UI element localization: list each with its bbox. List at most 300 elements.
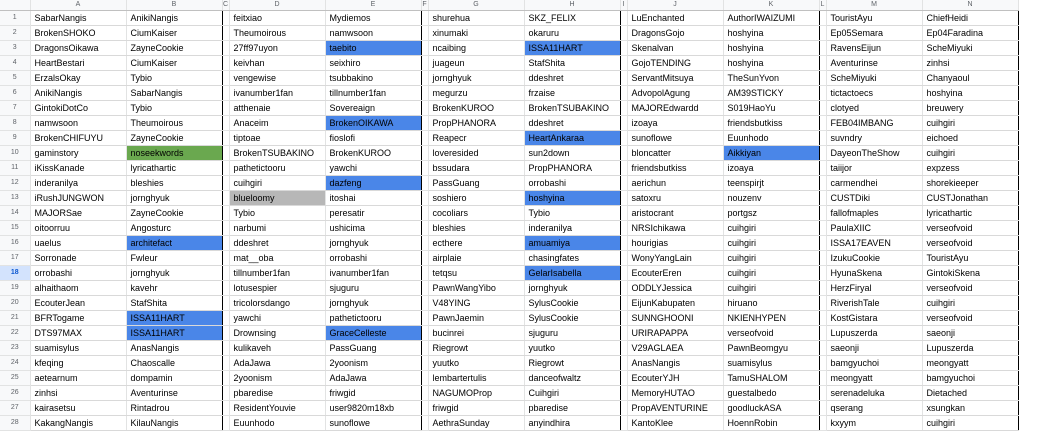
cell-m26[interactable]: serenadeluka: [826, 385, 922, 400]
cell-e1[interactable]: Mydiemos: [325, 10, 421, 25]
cell-g8[interactable]: PropPHANORA: [428, 115, 524, 130]
spacer-cell[interactable]: [421, 160, 428, 175]
spacer-cell[interactable]: [222, 145, 229, 160]
cell-b17[interactable]: Fwleur: [126, 250, 222, 265]
cell-m17[interactable]: IzukuCookie: [826, 250, 922, 265]
cell-e20[interactable]: jornghyuk: [325, 295, 421, 310]
spacer-cell[interactable]: [819, 70, 826, 85]
cell-d27[interactable]: ResidentYouvie: [229, 400, 325, 415]
cell-e9[interactable]: fioslofi: [325, 130, 421, 145]
cell-h11[interactable]: PropPHANORA: [524, 160, 620, 175]
cell-k7[interactable]: S019HaoYu: [723, 100, 819, 115]
cell-e27[interactable]: user9820m18xb: [325, 400, 421, 415]
cell-j21[interactable]: SUNNGHOONI: [627, 310, 723, 325]
cell-h12[interactable]: orrobashi: [524, 175, 620, 190]
column-header-k[interactable]: K: [723, 0, 819, 10]
cell-n11[interactable]: expzess: [922, 160, 1018, 175]
cell-k9[interactable]: Euunhodo: [723, 130, 819, 145]
cell-b24[interactable]: Chaoscalle: [126, 355, 222, 370]
spacer-cell[interactable]: [421, 370, 428, 385]
cell-a28[interactable]: KakangNangis: [30, 415, 126, 430]
cell-a4[interactable]: HeartBestari: [30, 55, 126, 70]
cell-j4[interactable]: GojoTENDING: [627, 55, 723, 70]
spacer-cell[interactable]: [620, 235, 627, 250]
spacer-cell[interactable]: [819, 400, 826, 415]
cell-m9[interactable]: suvndry: [826, 130, 922, 145]
cell-d12[interactable]: cuihgiri: [229, 175, 325, 190]
spacer-cell[interactable]: [222, 100, 229, 115]
spacer-cell[interactable]: [620, 190, 627, 205]
cell-m10[interactable]: DayeonTheShow: [826, 145, 922, 160]
row-header[interactable]: 27: [0, 400, 30, 415]
spacer-cell[interactable]: [819, 85, 826, 100]
cell-e6[interactable]: tillnumber1fan: [325, 85, 421, 100]
cell-b8[interactable]: Theumoirous: [126, 115, 222, 130]
spacer-cell[interactable]: [819, 415, 826, 430]
cell-k24[interactable]: suamisylus: [723, 355, 819, 370]
cell-n2[interactable]: Ep04Faradina: [922, 25, 1018, 40]
spacer-cell[interactable]: [222, 355, 229, 370]
cell-j1[interactable]: LuEnchanted: [627, 10, 723, 25]
spacer-cell[interactable]: [421, 190, 428, 205]
cell-b13[interactable]: jornghyuk: [126, 190, 222, 205]
cell-d15[interactable]: narbumi: [229, 220, 325, 235]
column-header-i[interactable]: I: [620, 0, 627, 10]
row-header[interactable]: 22: [0, 325, 30, 340]
cell-n20[interactable]: cuihgiri: [922, 295, 1018, 310]
spacer-cell[interactable]: [620, 175, 627, 190]
spacer-cell[interactable]: [620, 130, 627, 145]
cell-a10[interactable]: gaminstory: [30, 145, 126, 160]
cell-h8[interactable]: ddeshret: [524, 115, 620, 130]
spacer-cell[interactable]: [620, 145, 627, 160]
cell-h9[interactable]: HeartAnkaraa: [524, 130, 620, 145]
cell-n26[interactable]: Dietached: [922, 385, 1018, 400]
cell-m23[interactable]: saeonji: [826, 340, 922, 355]
spacer-cell[interactable]: [222, 235, 229, 250]
cell-j14[interactable]: aristocrant: [627, 205, 723, 220]
cell-a14[interactable]: MAJORSae: [30, 205, 126, 220]
spacer-cell[interactable]: [222, 40, 229, 55]
row-header[interactable]: 1: [0, 10, 30, 25]
spacer-cell[interactable]: [421, 70, 428, 85]
cell-b19[interactable]: kavehr: [126, 280, 222, 295]
cell-b14[interactable]: ZayneCookie: [126, 205, 222, 220]
spacer-cell[interactable]: [620, 55, 627, 70]
cell-a19[interactable]: alhaithaom: [30, 280, 126, 295]
cell-h23[interactable]: yuutko: [524, 340, 620, 355]
spacer-cell[interactable]: [819, 310, 826, 325]
spacer-cell[interactable]: [620, 340, 627, 355]
cell-m5[interactable]: ScheMiyuki: [826, 70, 922, 85]
cell-j10[interactable]: bloncatter: [627, 145, 723, 160]
spacer-cell[interactable]: [421, 175, 428, 190]
cell-n25[interactable]: bamgyuchoi: [922, 370, 1018, 385]
cell-k21[interactable]: NKIENHYPEN: [723, 310, 819, 325]
cell-g3[interactable]: ncaibing: [428, 40, 524, 55]
spacer-cell[interactable]: [421, 40, 428, 55]
spacer-cell[interactable]: [222, 385, 229, 400]
cell-k8[interactable]: friendsbutkiss: [723, 115, 819, 130]
cell-b26[interactable]: Aventurinse: [126, 385, 222, 400]
cell-g28[interactable]: AethraSunday: [428, 415, 524, 430]
row-header[interactable]: 3: [0, 40, 30, 55]
cell-k10[interactable]: Aikkiyan: [723, 145, 819, 160]
cell-k23[interactable]: PawnBeomgyu: [723, 340, 819, 355]
cell-m6[interactable]: tictactoecs: [826, 85, 922, 100]
cell-b1[interactable]: AnikiNangis: [126, 10, 222, 25]
cell-h20[interactable]: SylusCookie: [524, 295, 620, 310]
cell-g21[interactable]: PawnJaemin: [428, 310, 524, 325]
cell-e15[interactable]: ushicima: [325, 220, 421, 235]
cell-a17[interactable]: Sorronade: [30, 250, 126, 265]
cell-b10[interactable]: noseekwords: [126, 145, 222, 160]
cell-a8[interactable]: namwsoon: [30, 115, 126, 130]
row-header[interactable]: 2: [0, 25, 30, 40]
cell-b9[interactable]: ZayneCookie: [126, 130, 222, 145]
cell-g18[interactable]: tetqsu: [428, 265, 524, 280]
spacer-cell[interactable]: [620, 295, 627, 310]
cell-n19[interactable]: verseofvoid: [922, 280, 1018, 295]
cell-g19[interactable]: PawnWangYibo: [428, 280, 524, 295]
cell-j28[interactable]: KantoKlee: [627, 415, 723, 430]
row-header[interactable]: 23: [0, 340, 30, 355]
cell-d6[interactable]: ivanumber1fan: [229, 85, 325, 100]
cell-m11[interactable]: taiijor: [826, 160, 922, 175]
cell-m21[interactable]: KostGistara: [826, 310, 922, 325]
spacer-cell[interactable]: [222, 280, 229, 295]
cell-e17[interactable]: orrobashi: [325, 250, 421, 265]
spacer-cell[interactable]: [819, 385, 826, 400]
spacer-cell[interactable]: [421, 340, 428, 355]
spacer-cell[interactable]: [819, 145, 826, 160]
cell-j17[interactable]: WonyYangLain: [627, 250, 723, 265]
spacer-cell[interactable]: [819, 115, 826, 130]
cell-k12[interactable]: teenspirjt: [723, 175, 819, 190]
cell-n4[interactable]: zinhsi: [922, 55, 1018, 70]
cell-m25[interactable]: meongyatt: [826, 370, 922, 385]
cell-d2[interactable]: Theumoirous: [229, 25, 325, 40]
spacer-cell[interactable]: [620, 10, 627, 25]
cell-b27[interactable]: Rintadrou: [126, 400, 222, 415]
spacer-cell[interactable]: [620, 400, 627, 415]
row-header[interactable]: 9: [0, 130, 30, 145]
cell-n7[interactable]: breuwery: [922, 100, 1018, 115]
cell-m14[interactable]: fallofmaples: [826, 205, 922, 220]
spacer-cell[interactable]: [819, 325, 826, 340]
cell-k16[interactable]: cuihgiri: [723, 235, 819, 250]
column-header-n[interactable]: N: [922, 0, 1018, 10]
spacer-cell[interactable]: [222, 55, 229, 70]
spacer-cell[interactable]: [819, 250, 826, 265]
spacer-cell[interactable]: [421, 355, 428, 370]
cell-n17[interactable]: TouristAyu: [922, 250, 1018, 265]
cell-d16[interactable]: ddeshret: [229, 235, 325, 250]
cell-h26[interactable]: Cuihgiri: [524, 385, 620, 400]
spacer-cell[interactable]: [421, 400, 428, 415]
cell-k13[interactable]: nouzenv: [723, 190, 819, 205]
cell-g9[interactable]: Reapecr: [428, 130, 524, 145]
spacer-cell[interactable]: [819, 340, 826, 355]
cell-j12[interactable]: aerichun: [627, 175, 723, 190]
cell-e8[interactable]: BrokenOIKAWA: [325, 115, 421, 130]
spacer-cell[interactable]: [819, 160, 826, 175]
cell-n9[interactable]: eichoed: [922, 130, 1018, 145]
spacer-cell[interactable]: [222, 265, 229, 280]
cell-h22[interactable]: sjuguru: [524, 325, 620, 340]
cell-a1[interactable]: SabarNangis: [30, 10, 126, 25]
cell-e19[interactable]: sjuguru: [325, 280, 421, 295]
cell-g16[interactable]: ecthere: [428, 235, 524, 250]
spacer-cell[interactable]: [421, 325, 428, 340]
cell-n15[interactable]: verseofvoid: [922, 220, 1018, 235]
cell-d1[interactable]: feitxiao: [229, 10, 325, 25]
cell-n1[interactable]: ChiefHeidi: [922, 10, 1018, 25]
spacer-cell[interactable]: [222, 310, 229, 325]
cell-e11[interactable]: yawchi: [325, 160, 421, 175]
spacer-cell[interactable]: [421, 280, 428, 295]
spacer-cell[interactable]: [222, 340, 229, 355]
cell-n3[interactable]: ScheMiyuki: [922, 40, 1018, 55]
spacer-cell[interactable]: [819, 355, 826, 370]
cell-n8[interactable]: cuihgiri: [922, 115, 1018, 130]
cell-e5[interactable]: tsubbakino: [325, 70, 421, 85]
cell-m15[interactable]: PaulaXIIC: [826, 220, 922, 235]
spacer-cell[interactable]: [620, 415, 627, 430]
cell-d5[interactable]: vengewise: [229, 70, 325, 85]
cell-j24[interactable]: AnasNangis: [627, 355, 723, 370]
cell-n6[interactable]: hoshyina: [922, 85, 1018, 100]
cell-m16[interactable]: ISSA17EAVEN: [826, 235, 922, 250]
spacer-cell[interactable]: [421, 250, 428, 265]
spacer-cell[interactable]: [421, 25, 428, 40]
cell-j2[interactable]: DragonsGojo: [627, 25, 723, 40]
cell-g11[interactable]: bssudara: [428, 160, 524, 175]
cell-k20[interactable]: hiruano: [723, 295, 819, 310]
cell-b3[interactable]: ZayneCookie: [126, 40, 222, 55]
cell-h3[interactable]: ISSA11HART: [524, 40, 620, 55]
spacer-cell[interactable]: [620, 280, 627, 295]
cell-e3[interactable]: taebito: [325, 40, 421, 55]
column-header-b[interactable]: B: [126, 0, 222, 10]
spacer-cell[interactable]: [819, 10, 826, 25]
cell-e13[interactable]: itoshai: [325, 190, 421, 205]
select-all-corner[interactable]: [0, 0, 30, 10]
cell-g20[interactable]: V48YING: [428, 295, 524, 310]
cell-e22[interactable]: GraceCelleste: [325, 325, 421, 340]
spacer-cell[interactable]: [620, 265, 627, 280]
cell-h14[interactable]: Tybio: [524, 205, 620, 220]
cell-m7[interactable]: clotyed: [826, 100, 922, 115]
cell-k5[interactable]: TheSunYvon: [723, 70, 819, 85]
cell-k2[interactable]: hoshyina: [723, 25, 819, 40]
spacer-cell[interactable]: [620, 385, 627, 400]
cell-j8[interactable]: izoaya: [627, 115, 723, 130]
cell-d11[interactable]: pathetictooru: [229, 160, 325, 175]
cell-a25[interactable]: aetearnum: [30, 370, 126, 385]
cell-n10[interactable]: cuihgiri: [922, 145, 1018, 160]
column-header-j[interactable]: J: [627, 0, 723, 10]
cell-d7[interactable]: atthenaie: [229, 100, 325, 115]
cell-e23[interactable]: PassGuang: [325, 340, 421, 355]
row-header[interactable]: 26: [0, 385, 30, 400]
cell-j9[interactable]: sunoflowe: [627, 130, 723, 145]
spacer-cell[interactable]: [421, 130, 428, 145]
cell-j15[interactable]: NRSIchikawa: [627, 220, 723, 235]
spacer-cell[interactable]: [421, 220, 428, 235]
spacer-cell[interactable]: [620, 85, 627, 100]
cell-d10[interactable]: BrokenTSUBAKINO: [229, 145, 325, 160]
spacer-cell[interactable]: [421, 235, 428, 250]
cell-m22[interactable]: Lupuszerda: [826, 325, 922, 340]
cell-n5[interactable]: Chanyaoul: [922, 70, 1018, 85]
cell-g12[interactable]: PassGuang: [428, 175, 524, 190]
cell-d8[interactable]: Anaceim: [229, 115, 325, 130]
cell-a24[interactable]: kfeqing: [30, 355, 126, 370]
spacer-cell[interactable]: [620, 325, 627, 340]
cell-j3[interactable]: Skenalvan: [627, 40, 723, 55]
cell-h10[interactable]: sun2down: [524, 145, 620, 160]
cell-h28[interactable]: anyindhira: [524, 415, 620, 430]
spacer-cell[interactable]: [620, 205, 627, 220]
row-header[interactable]: 17: [0, 250, 30, 265]
cell-a21[interactable]: BFRTogame: [30, 310, 126, 325]
row-header[interactable]: 28: [0, 415, 30, 430]
spacer-cell[interactable]: [222, 325, 229, 340]
spacer-cell[interactable]: [819, 370, 826, 385]
cell-a2[interactable]: BrokenSHOKO: [30, 25, 126, 40]
cell-b21[interactable]: ISSA11HART: [126, 310, 222, 325]
cell-k3[interactable]: hoshyina: [723, 40, 819, 55]
row-header[interactable]: 16: [0, 235, 30, 250]
spacer-cell[interactable]: [620, 220, 627, 235]
spacer-cell[interactable]: [819, 55, 826, 70]
spacer-cell[interactable]: [819, 235, 826, 250]
spacer-cell[interactable]: [620, 70, 627, 85]
column-header-c[interactable]: C: [222, 1, 229, 9]
cell-j22[interactable]: URIRAPAPPA: [627, 325, 723, 340]
spacer-cell[interactable]: [222, 250, 229, 265]
spacer-cell[interactable]: [620, 160, 627, 175]
spacer-cell[interactable]: [620, 355, 627, 370]
cell-n13[interactable]: CUSTJonathan: [922, 190, 1018, 205]
spacer-cell[interactable]: [620, 370, 627, 385]
cell-n24[interactable]: meongyatt: [922, 355, 1018, 370]
cell-m18[interactable]: HyunaSkena: [826, 265, 922, 280]
cell-j13[interactable]: satoxru: [627, 190, 723, 205]
cell-m1[interactable]: TouristAyu: [826, 10, 922, 25]
cell-b22[interactable]: ISSA11HART: [126, 325, 222, 340]
column-header-g[interactable]: G: [428, 0, 524, 10]
cell-a7[interactable]: GintokiDotCo: [30, 100, 126, 115]
cell-j18[interactable]: EcouterEren: [627, 265, 723, 280]
cell-a27[interactable]: kairasetsu: [30, 400, 126, 415]
row-header[interactable]: 10: [0, 145, 30, 160]
spacer-cell[interactable]: [421, 145, 428, 160]
cell-n27[interactable]: xsungkan: [922, 400, 1018, 415]
cell-d3[interactable]: 27ff97uyon: [229, 40, 325, 55]
cell-a9[interactable]: BrokenCHIFUYU: [30, 130, 126, 145]
cell-k17[interactable]: cuihgiri: [723, 250, 819, 265]
cell-d9[interactable]: tiptoae: [229, 130, 325, 145]
cell-k1[interactable]: AuthorIWAIZUMI: [723, 10, 819, 25]
cell-k4[interactable]: hoshyina: [723, 55, 819, 70]
cell-j19[interactable]: ODDLYJessica: [627, 280, 723, 295]
cell-d14[interactable]: Tybio: [229, 205, 325, 220]
spacer-cell[interactable]: [819, 25, 826, 40]
spacer-cell[interactable]: [421, 85, 428, 100]
cell-b23[interactable]: AnasNangis: [126, 340, 222, 355]
row-header[interactable]: 5: [0, 70, 30, 85]
cell-h6[interactable]: frzaise: [524, 85, 620, 100]
cell-m8[interactable]: FEB04IMBANG: [826, 115, 922, 130]
spacer-cell[interactable]: [819, 280, 826, 295]
spacer-cell[interactable]: [819, 190, 826, 205]
cell-e4[interactable]: seixhiro: [325, 55, 421, 70]
row-header[interactable]: 12: [0, 175, 30, 190]
cell-e10[interactable]: BrokenKUROO: [325, 145, 421, 160]
cell-g6[interactable]: megurzu: [428, 85, 524, 100]
cell-h15[interactable]: inderanilya: [524, 220, 620, 235]
cell-h24[interactable]: Riegrowt: [524, 355, 620, 370]
cell-m28[interactable]: kxyym: [826, 415, 922, 430]
spacer-cell[interactable]: [819, 40, 826, 55]
spacer-cell[interactable]: [421, 295, 428, 310]
cell-a23[interactable]: suamisylus: [30, 340, 126, 355]
cell-d13[interactable]: blueloomy: [229, 190, 325, 205]
cell-h21[interactable]: SylusCookie: [524, 310, 620, 325]
cell-a13[interactable]: iRushJUNGWON: [30, 190, 126, 205]
cell-g1[interactable]: shurehua: [428, 10, 524, 25]
cell-b11[interactable]: lyricathartic: [126, 160, 222, 175]
cell-e18[interactable]: ivanumber1fan: [325, 265, 421, 280]
cell-b7[interactable]: Tybio: [126, 100, 222, 115]
cell-m13[interactable]: CUSTDiki: [826, 190, 922, 205]
cell-h2[interactable]: okaruru: [524, 25, 620, 40]
cell-d18[interactable]: tillnumber1fan: [229, 265, 325, 280]
spacer-cell[interactable]: [222, 415, 229, 430]
cell-b15[interactable]: Angosturc: [126, 220, 222, 235]
spacer-cell[interactable]: [421, 55, 428, 70]
cell-m27[interactable]: qserang: [826, 400, 922, 415]
column-header-l[interactable]: L: [820, 1, 825, 9]
cell-d19[interactable]: lotusespier: [229, 280, 325, 295]
row-header[interactable]: 15: [0, 220, 30, 235]
cell-g14[interactable]: cocoliars: [428, 205, 524, 220]
cell-g24[interactable]: yuutko: [428, 355, 524, 370]
spacer-cell[interactable]: [620, 250, 627, 265]
cell-d26[interactable]: pbaredise: [229, 385, 325, 400]
row-header[interactable]: 21: [0, 310, 30, 325]
spacer-cell[interactable]: [421, 10, 428, 25]
cell-h27[interactable]: pbaredise: [524, 400, 620, 415]
cell-n28[interactable]: cuihgiri: [922, 415, 1018, 430]
cell-e26[interactable]: friwgid: [325, 385, 421, 400]
spacer-cell[interactable]: [222, 160, 229, 175]
spacer-cell[interactable]: [222, 220, 229, 235]
spacer-cell[interactable]: [819, 265, 826, 280]
cell-a3[interactable]: DragonsOikawa: [30, 40, 126, 55]
row-header[interactable]: 6: [0, 85, 30, 100]
cell-j7[interactable]: MAJOREdwardd: [627, 100, 723, 115]
spacer-cell[interactable]: [421, 385, 428, 400]
cell-b5[interactable]: Tybio: [126, 70, 222, 85]
cell-g23[interactable]: Riegrowt: [428, 340, 524, 355]
cell-n22[interactable]: saeonji: [922, 325, 1018, 340]
cell-k14[interactable]: portgsz: [723, 205, 819, 220]
cell-k26[interactable]: guestalbedo: [723, 385, 819, 400]
cell-m12[interactable]: carmendhei: [826, 175, 922, 190]
